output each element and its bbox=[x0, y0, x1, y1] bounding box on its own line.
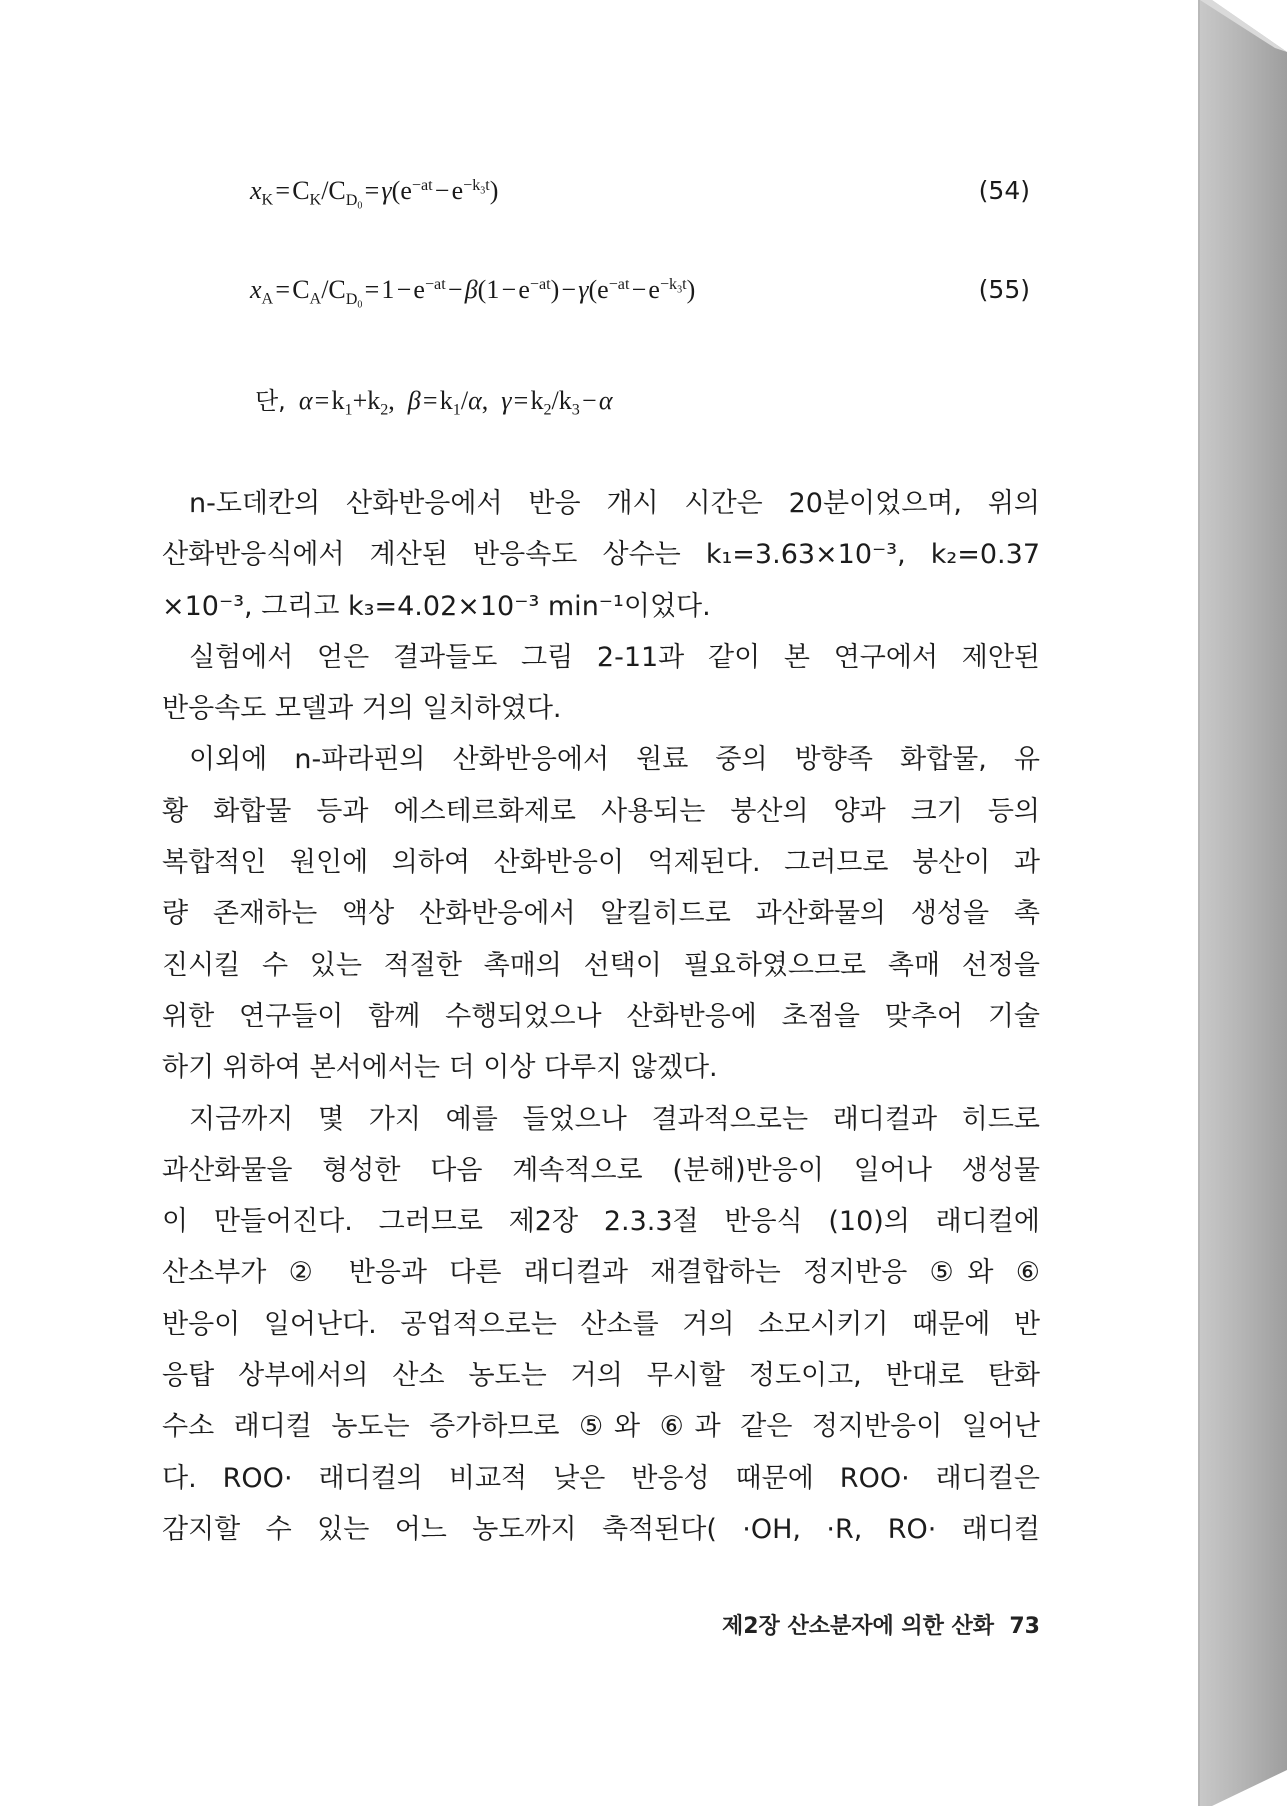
paragraph-3-line-1: 이외에 n-파라핀의 산화반응에서 원료 중의 방향족 화합물, 유 bbox=[189, 744, 1040, 776]
paragraph-4-line-2: 과산화물을 형성한 다음 계속적으로 (분해)반응이 일어나 생성물 bbox=[162, 1154, 1040, 1186]
paragraph-3-line-7: 하기 위하여 본서에서는 더 이상 다루지 않겠다. bbox=[162, 1052, 718, 1084]
paragraph-2-line-1: 실험에서 얻은 결과들도 그림 2-11과 같이 본 연구에서 제안된 bbox=[189, 641, 1040, 673]
equation-54-number: (54) bbox=[978, 176, 1030, 205]
equation-55 bbox=[250, 275, 1030, 315]
body-text bbox=[162, 478, 1040, 1555]
paragraph-4-line-9: 감지할 수 있는 어느 농도까지 축적된다( ·OH, ·R, RO· 래디컬 bbox=[162, 1513, 1040, 1545]
paragraph-1-line-1: n-도데칸의 산화반응에서 반응 개시 시간은 20분이었으며, 위의 bbox=[189, 488, 1040, 519]
paragraph-1-line-2: 산화반응식에서 계산된 반응속도 상수는 k₁=3.63×10⁻³, k₂=0.37 bbox=[162, 539, 1040, 571]
paragraph-4-line-3: 이 만들어진다. 그러므로 제2장 2.3.3절 반응식 (10)의 래디컬에 bbox=[162, 1206, 1040, 1238]
equation-54 bbox=[250, 176, 1030, 216]
paragraph-3-line-6: 위한 연구들이 함께 수행되었으나 산화반응에 초점을 맞추어 기술 bbox=[162, 1000, 1040, 1032]
book-edge-graphic bbox=[1200, 0, 1287, 1806]
paragraph-4-line-1: 지금까지 몇 가지 예를 들었으나 결과적으로는 래디컬과 히드로 bbox=[189, 1103, 1040, 1135]
footer-chapter-title: 제2장 산소분자에 의한 산화 bbox=[721, 1614, 995, 1639]
paragraph-1-line-3: ×10⁻³, 그리고 k₃=4.02×10⁻³ min⁻¹이었다. bbox=[162, 590, 711, 622]
paragraph-4-line-4: 산소부가 ② 반응과 다른 래디컬과 재결합하는 정지반응 ⑤와 ⑥ bbox=[162, 1257, 1040, 1289]
where-prefix: 단, bbox=[255, 387, 286, 415]
equation-definitions: 단, α = $k_1+k_2$, β = $k_1/\alpha$, γ = $k_2/k_3$ − α bbox=[255, 386, 613, 419]
book-edge bbox=[1200, 0, 1287, 1806]
paragraph-3-line-2: 황 화합물 등과 에스테르화제로 사용되는 붕산의 양과 크기 등의 bbox=[162, 795, 1040, 827]
paragraph-3-line-3: 복합적인 원인에 의하여 산화반응이 억제된다. 그러므로 붕산이 과 bbox=[162, 847, 1040, 879]
page-number: 73 bbox=[1009, 1614, 1040, 1639]
equation-54-expression: $x_K$ = $C_K/C_{D_0}$ = $\gamma(e^{-at}$ − $e^{-k_3t}$) bbox=[250, 176, 499, 212]
paragraph-4-line-5: 반응이 일어난다. 공업적으로는 산소를 거의 소모시키기 때문에 반 bbox=[162, 1308, 1040, 1340]
paragraph-4-line-8: 다. ROO· 래디컬의 비교적 낮은 반응성 때문에 ROO· 래디컬은 bbox=[162, 1462, 1040, 1494]
equation-55-number: (55) bbox=[978, 275, 1030, 304]
paragraph-4-line-6: 응탑 상부에서의 산소 농도는 거의 무시할 정도이고, 반대로 탄화 bbox=[162, 1360, 1040, 1392]
paragraph-4-line-7: 수소 래디컬 농도는 증가하므로 ⑤와 ⑥과 같은 정지반응이 일어난 bbox=[162, 1411, 1040, 1443]
paragraph-3-line-5: 진시킬 수 있는 적절한 촉매의 선택이 필요하였으므로 촉매 선정을 bbox=[162, 949, 1040, 981]
paragraph-3-line-4: 량 존재하는 액상 산화반응에서 알킬히드로 과산화물의 생성을 촉 bbox=[162, 898, 1040, 930]
page-footer bbox=[640, 1609, 1040, 1640]
paragraph-2-line-2: 반응속도 모델과 거의 일치하였다. bbox=[162, 693, 562, 725]
equation-55-expression: $x_A$ = $C_A/C_{D_0}$ = 1 − $e^{-at}$ − β(1 − $e^{-at}$) − $\gamma(e^{-at}$ − $e^{-k_3t}$) bbox=[250, 275, 696, 311]
